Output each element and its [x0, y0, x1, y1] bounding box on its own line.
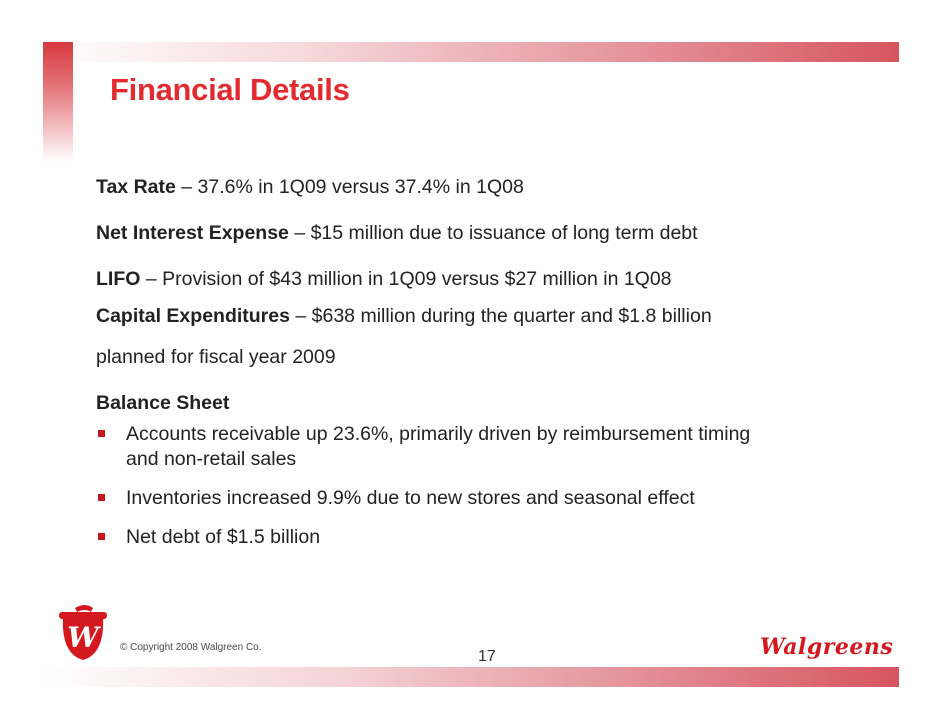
top-decorative-band: [43, 42, 899, 62]
item-label: Tax Rate: [96, 176, 176, 198]
bullet-text-continuation: and non-retail sales: [126, 448, 297, 470]
slide-title: Financial Details: [110, 72, 350, 107]
item-text: – Provision of $43 million in 1Q09 versus $27 million in 1Q08: [140, 268, 672, 290]
bullet-item: [96, 486, 876, 511]
item-text: – $638 million during the quarter and $1.8 billion: [289, 305, 712, 327]
tax-rate-line: [96, 175, 876, 200]
bullet-item: [96, 422, 876, 472]
copyright-text: © Copyright 2008 Walgreen Co.: [120, 642, 262, 653]
walgreens-w-logo-icon: [55, 602, 111, 664]
balance-sheet-heading: [96, 391, 876, 416]
bullet-text: Net debt of $1.5 billion: [126, 526, 321, 548]
item-label: Net Interest Expense: [96, 222, 289, 244]
page-number: 17: [478, 648, 496, 665]
item-text: – 37.6% in 1Q09 versus 37.4% in 1Q08: [175, 176, 524, 198]
bullet-square-icon: [98, 533, 105, 540]
walgreens-wordmark: Walgreens: [760, 634, 894, 660]
slide-content: [96, 175, 876, 550]
svg-text:W: W: [67, 621, 99, 654]
bullet-text: Inventories increased 9.9% due to new stores and seasonal effect: [126, 487, 695, 509]
bullet-square-icon: [98, 494, 105, 501]
bullet-text: Accounts receivable up 23.6%, primarily driven by reimbursement timing: [126, 423, 751, 445]
item-label: Capital Expenditures: [96, 305, 290, 327]
bottom-decorative-band: [43, 667, 899, 687]
bullet-square-icon: [98, 430, 105, 437]
item-text: – $15 million due to issuance of long term debt: [288, 222, 698, 244]
lifo-line: [96, 267, 876, 292]
capex-continuation: planned for fiscal year 2009: [96, 346, 336, 368]
bullet-item: [96, 525, 876, 550]
left-decorative-band: [43, 42, 73, 162]
net-interest-line: [96, 221, 876, 246]
capex-line: [96, 304, 876, 329]
item-label: LIFO: [96, 268, 141, 290]
balance-sheet-heading-text: Balance Sheet: [96, 392, 230, 414]
